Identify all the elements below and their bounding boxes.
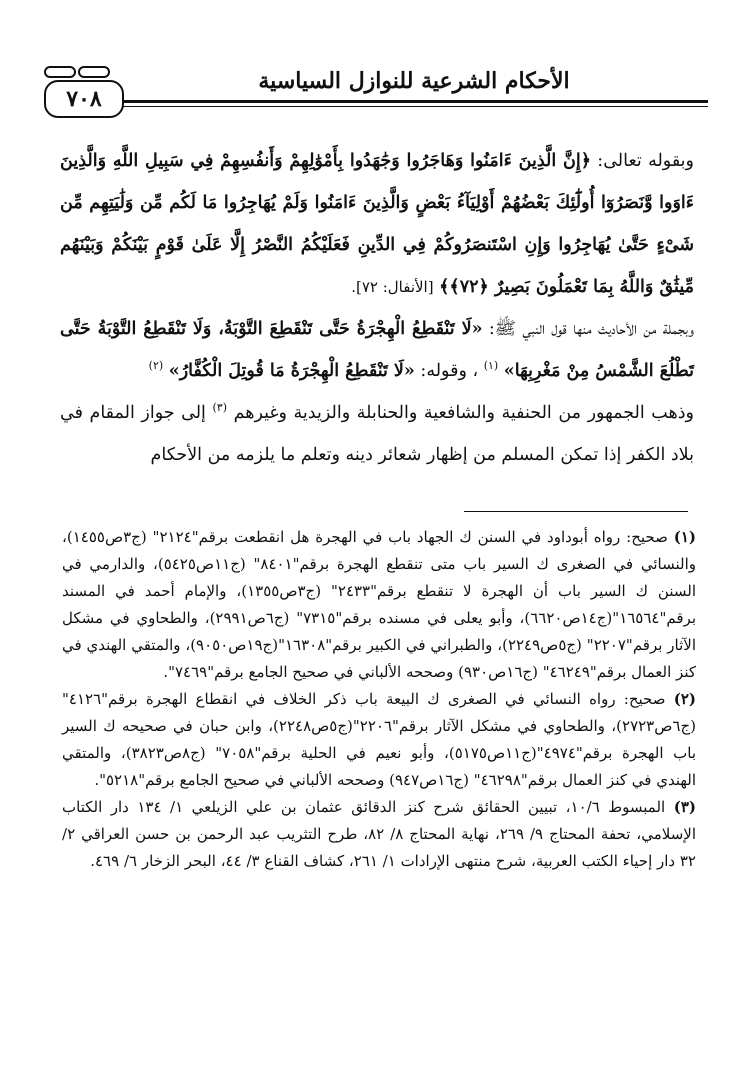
verse-reference: [الأنفال: ٧٢]. <box>351 278 434 296</box>
footnote-2 <box>62 686 696 794</box>
verse-intro: وبقوله تعالى: <box>591 151 694 171</box>
quran-verse: ﴿إِنَّ الَّذِينَ ءَامَنُوا وَهَاجَرُوا وَجَٰهَدُوا بِأَمْوَٰلِهِمْ وَأَنفُسِهِمْ فِي سَبِيلِ اللَّهِ وَالَّذِينَ ءَاوَوا وَّنَصَرُوٓا أُولَٰٓئِكَ بَعْضُهُمْ أَوْلِيَآءُ بَعْضٍ وَالَّذِينَ ءَامَنُوا وَلَمْ يُهَاجِرُوا مَا لَكُم مِّن وَلَٰيَتِهِم مِّن شَىْءٍ حَتَّىٰ يُهَاجِرُوا وَإِنِ اسْتَنصَرُوكُمْ فِي الدِّينِ فَعَلَيْكُمُ النَّصْرُ إِلَّا عَلَىٰ قَوْمٍ بَيْنَكُمْ وَبَيْنَهُم مِّيثَٰقٌ وَاللَّهُ بِمَا تَعْمَلُونَ بَصِيرٌ ﴿٧٢﴾﴾ <box>60 151 694 297</box>
footnote-3 <box>62 794 696 875</box>
ornament-icon <box>78 66 110 78</box>
main-text <box>60 140 694 476</box>
footnote-text: المبسوط ١٠/٦، تبيين الحقائق شرح كنز الدقائق عثمان بن علي الزيلعي ١/ ١٣٤ دار الكتاب الإسلامي، تحفة المحتاج ٩/ ٢٦٩، نهاية المحتاج ٨/ ٨٢، طرح التثريب عبد الرحمن بن حسن العراقي ٢/ ٣٢ دار إحياء الكتب العربية، شرح منتهى الإرادات ١/ ٢٦١، كشاف القناع ٣/ ٤٤، البحر الزخار ٦/ ٤٦٩. <box>62 798 696 870</box>
hadith-2: «لَا تَنْقَطِعُ الْهِجْرَةُ مَا قُوتِلَ الْكُفَّارُ» <box>168 361 415 381</box>
footnote-number: (٢) <box>673 690 696 708</box>
hadith-connector: ، وقوله: <box>414 361 479 381</box>
header-rule-thin <box>122 106 708 107</box>
footnote-text: صحيح: رواه النسائي في الصغرى ك البيعة باب ذكر الخلاف في انقطاع الهجرة برقم"٤١٢٦" (ج٦ص٢٧٢٣)، والطحاوي في مشكل الآثار برقم"٢٢٠٦"(ج٥ص٢٢٤٨)، وابن حبان في صحيحه ك السير باب الهجرة برقم"٤٩٧٤"(ج١١ص٥١٧٥)، وأبو نعيم في الحلية برقم"٧٠٥٨" (ج٨ص٣٨٢٣)، والمتقي الهندي في كنز العمال برقم"٤٦٢٩٨" (ج١٦ص٩٤٧) وصححه الألباني في صحيح الجامع برقم"٥٢١٨". <box>62 690 697 789</box>
footnotes <box>62 524 696 875</box>
ruling-text: وذهب الجمهور من الحنفية والشافعية والحنابلة والزيدية وغيرهم <box>233 403 694 423</box>
paragraph-ruling <box>60 392 694 476</box>
header-rule <box>122 100 708 103</box>
running-header <box>44 58 708 120</box>
running-title: الأحكام الشرعية للنوازل السياسية <box>258 68 570 94</box>
ruling-text-rest: إلى جواز المقام في بلاد الكفر إذا تمكن المسلم من إظهار شعائر دينه وتعلم ما يلزمه من الأحكام <box>60 403 694 465</box>
footnote-1 <box>62 524 696 686</box>
footnote-number: (١) <box>673 528 696 546</box>
footnote-ref-2[interactable]: (٢) <box>148 359 164 373</box>
paragraph-hadith <box>60 308 694 392</box>
ornament-icon <box>44 66 76 78</box>
footnote-separator <box>464 511 688 512</box>
footnote-text: صحيح: رواه أبوداود في السنن ك الجهاد باب في الهجرة هل انقطعت برقم"٢١٢٤" (ج٣ص١٤٥٥)، والنسائي في الصغرى ك السير باب متى تنقطع الهجرة برقم"٨٤٠١" (ج١١ص٥٤٢٥)، والدارمي في السنن ك السير باب أن الهجرة لا تنقطع برقم"٢٤٣٣" (ج٣ص١٣٥٥)، والإمام أحمد في المسند برقم"١٦٥٦٤"(ج١٤ص٦٦٢٠)، وأبو يعلى في مسنده برقم"٧٣١٥" (ج٦ص٢٩٩١)، والطحاوي في مشكل الآثار برقم"٢٢٠٧" (ج٥ص٢٢٤٩)، والطبراني في الكبير برقم"١٦٣٠٨"(ج١٩ص٩٠٥٠)، والمتقي الهندي في كنز العمال برقم"٤٦٢٤٩" (ج١٦ص٩٣٠) وصححه الألباني في صحيح الجامع برقم"٧٤٦٩". <box>62 528 697 681</box>
footnote-ref-3[interactable]: (٣) <box>212 401 227 415</box>
hadith-intro: وبجملة من الأحاديث منها قول النبي ﷺ: <box>482 319 694 339</box>
hadith-1: «لَا تَنْقَطِعُ الْهِجْرَةُ حَتَّى تَنْقَطِعَ التَّوْبَةُ، وَلَا تَنْقَطِعُ التَّوْبَةُ حَتَّى تَطْلُعَ الشَّمْسُ مِنْ مَغْرِبِهَا» <box>60 319 694 381</box>
page-number: ٧٠٨ <box>44 80 124 118</box>
footnote-number: (٣) <box>673 798 696 816</box>
paragraph-verse <box>60 140 694 308</box>
footnote-ref-1[interactable]: (١) <box>483 359 499 373</box>
